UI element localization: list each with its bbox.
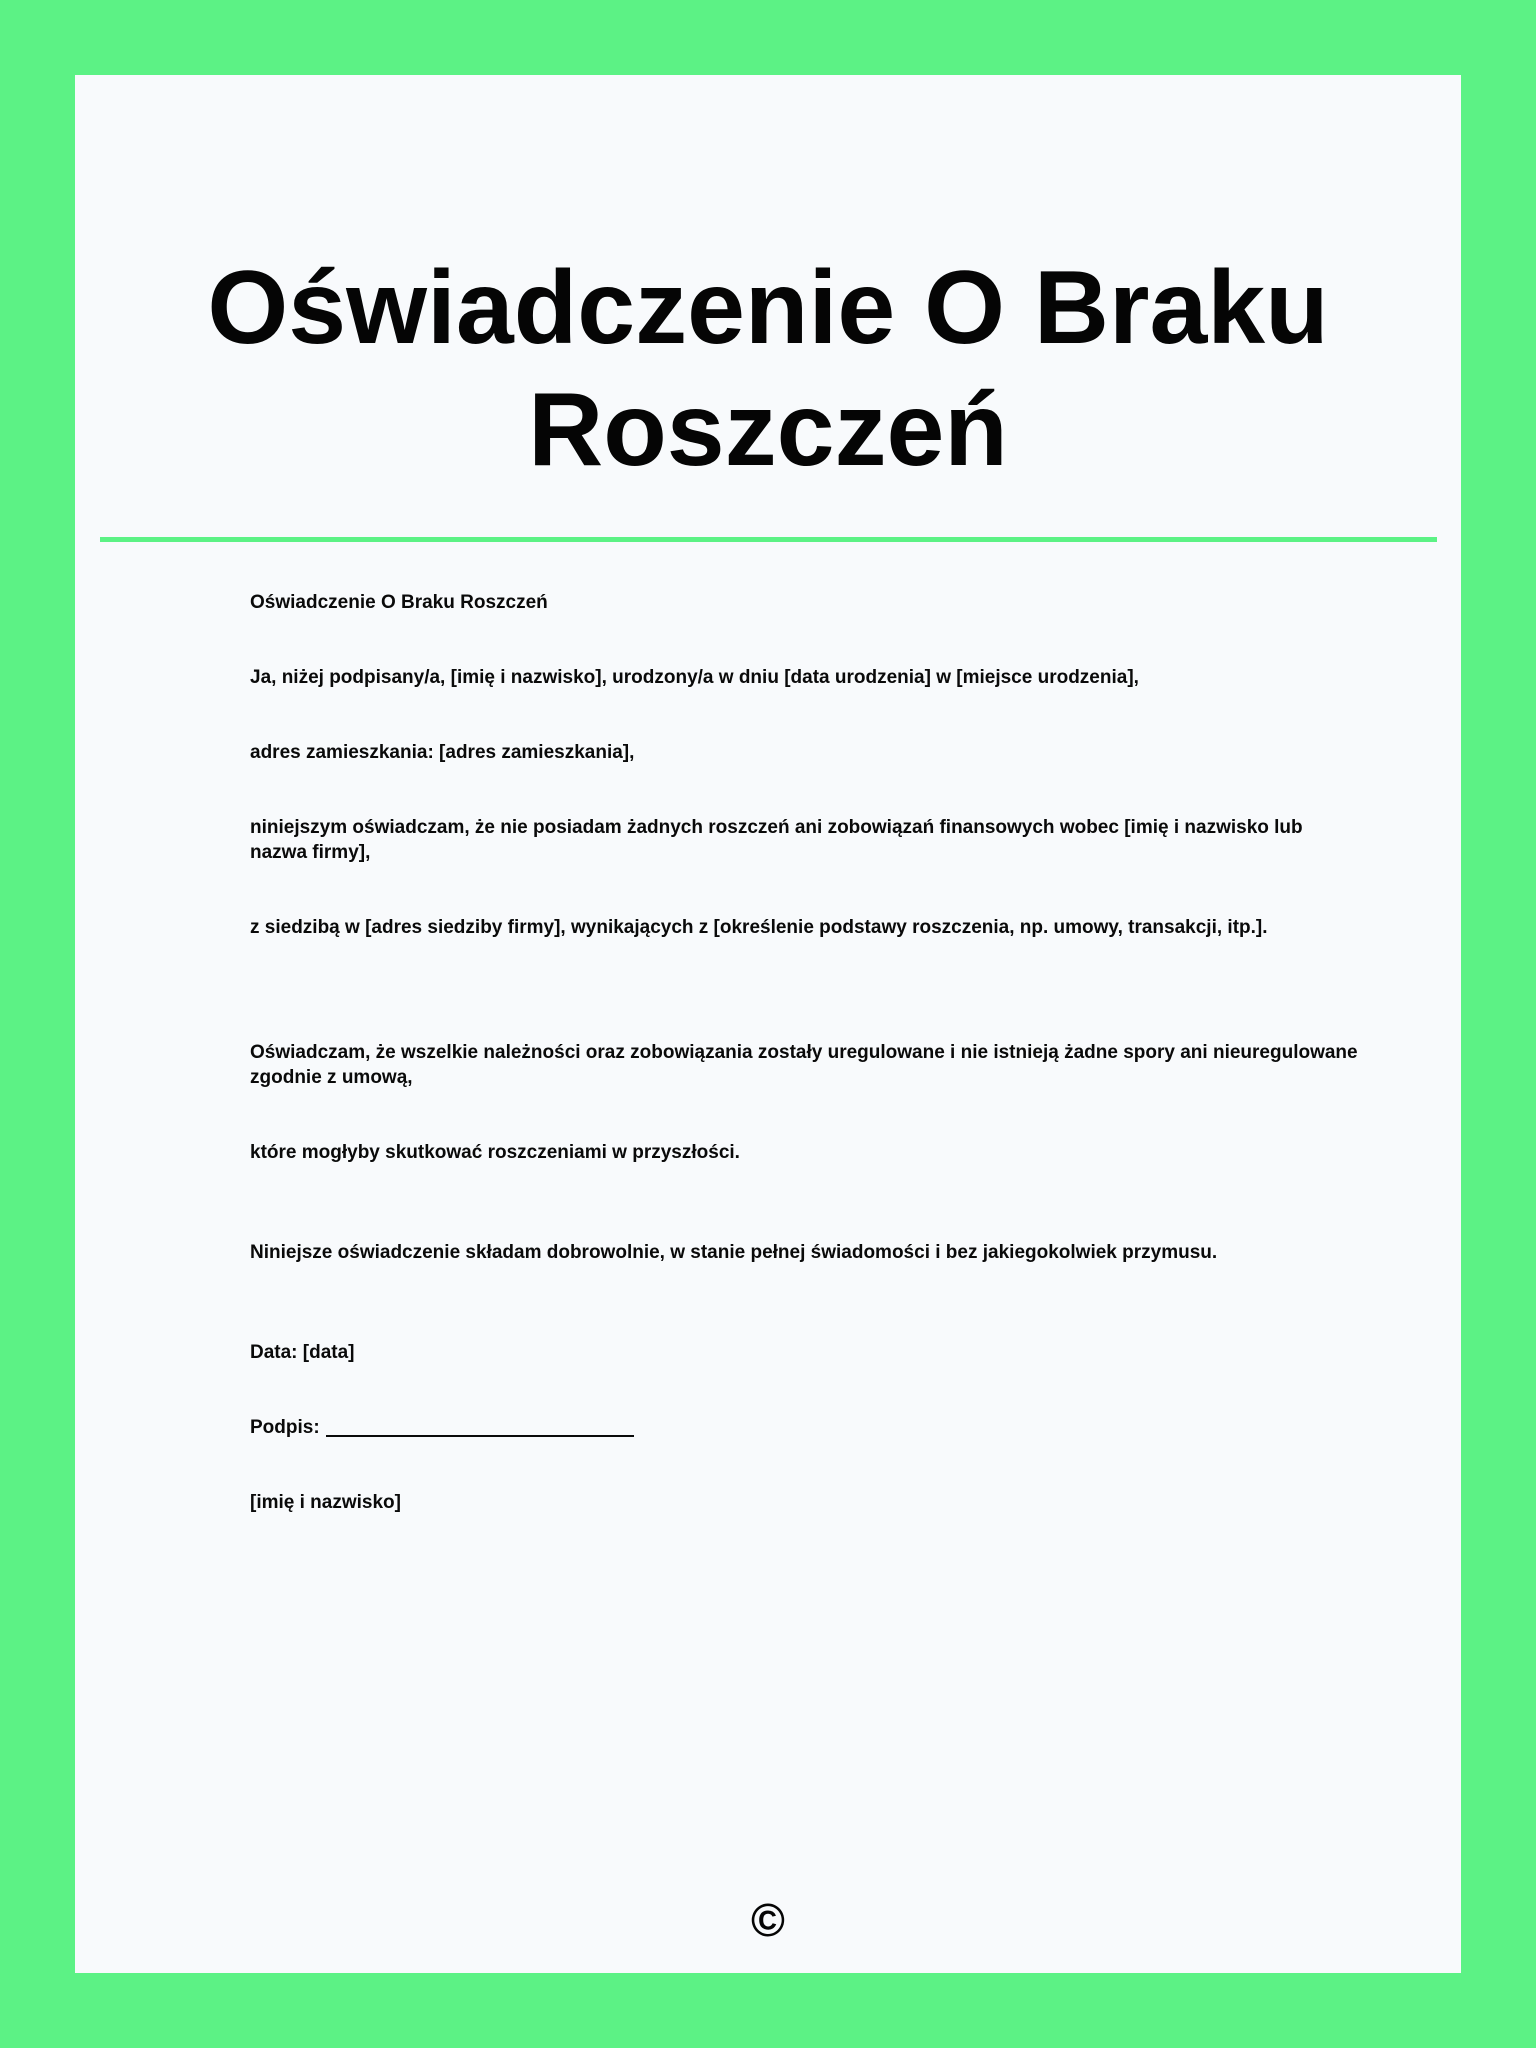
copyright-icon: © [751,1894,785,1946]
signature-blank [326,1435,634,1437]
title-divider [100,537,1437,542]
paragraph-future-claims: które mogłyby skutkować roszczeniami w przyszłości. [250,1142,740,1163]
signature-label: Podpis: [250,1417,320,1438]
name-line: [imię i nazwisko] [250,1492,401,1513]
paragraph-personal-data: Ja, niżej podpisany/a, [imię i nazwisko], urodzony/a w dniu [data urodzenia] w [miejsce urodzenia], [250,667,1139,688]
document-subheading: Oświadczenie O Braku Roszczeń [250,592,548,613]
date-line: Data: [data] [250,1342,355,1363]
paragraph-company-seat: z siedzibą w [adres siedziby firmy], wynikających z [określenie podstawy roszczenia, np. umowy, transakcji, itp.]. [250,917,1268,938]
paragraph-voluntary: Niniejsze oświadczenie składam dobrowolnie, w stanie pełnej świadomości i bez jakiegokolwiek przymusu. [250,1242,1218,1263]
document-page [75,75,1461,1973]
paragraph-address: adres zamieszkania: [adres zamieszkania], [250,742,635,763]
paragraph-declaration: niniejszym oświadczam, że nie posiadam żadnych roszczeń ani zobowiązań finansowych wobec [imię i nazwisko lub nazwa firmy], [250,817,1303,863]
document-title: Oświadczenie O Braku Roszczeń [207,250,1329,488]
signature-line [250,1415,1360,1440]
paragraph-settlement: Oświadczam, że wszelkie należności oraz zobowiązania zostały uregulowane i nie istnieją żadne spory ani nieuregulowane zgodnie z umową, [250,1042,1358,1088]
